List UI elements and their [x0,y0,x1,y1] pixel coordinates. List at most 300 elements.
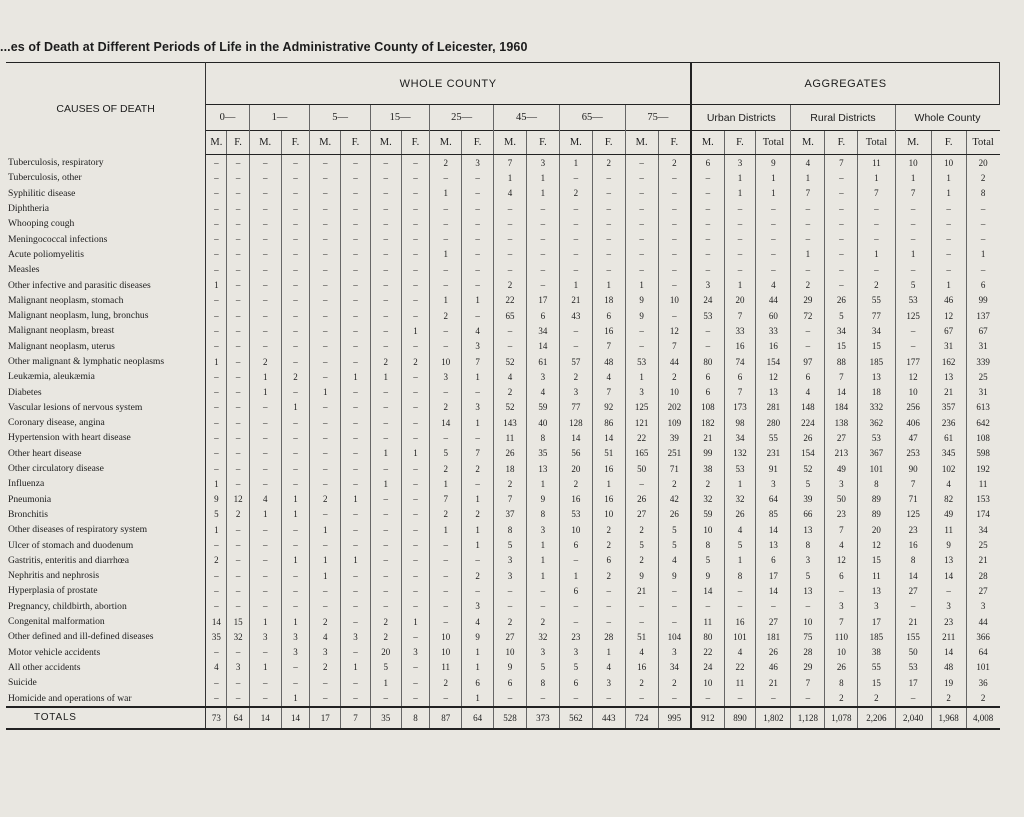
table-cell: – [494,262,527,277]
table-cell: – [249,675,281,690]
age-group-header: 65— [559,105,625,131]
table-cell: 406 [895,415,931,430]
table-cell: 50 [825,492,858,507]
table-cell: 1 [310,522,341,537]
table-cell: 3 [494,568,527,583]
table-cell: 53 [895,660,931,675]
table-cell: 5 [206,507,227,522]
table-row [6,430,1000,445]
table-cell: 138 [825,415,858,430]
age-group-header: 75— [625,105,691,131]
cause-label: Ulcer of stomach and duodenum [6,537,206,552]
table-cell: – [691,599,724,614]
table-cell: 26 [825,293,858,308]
table-cell: – [310,247,341,262]
table-cell: – [249,476,281,491]
table-cell: 49 [825,461,858,476]
table-cell: – [310,277,341,292]
table-cell: – [559,170,592,185]
table-cell: – [370,537,401,552]
table-cell: – [895,262,931,277]
table-cell: – [401,308,430,323]
table-cell: – [592,247,625,262]
table-cell: 13 [931,553,966,568]
table-cell: – [341,645,371,660]
table-cell: 6 [559,583,592,598]
table-cell: 7 [592,384,625,399]
table-cell: – [370,415,401,430]
table-cell: – [559,262,592,277]
table-cell: 1 [249,660,281,675]
table-cell: – [931,262,966,277]
table-cell: 16 [559,492,592,507]
table-cell: – [430,262,462,277]
table-cell: – [281,660,310,675]
table-cell: – [825,186,858,201]
table-cell: 1 [249,384,281,399]
table-cell: 4 [462,614,494,629]
total-cell: 8 [401,707,430,729]
table-cell: 1 [341,660,371,675]
table-cell: – [931,201,966,216]
cause-label: Nephritis and nephrosis [6,568,206,583]
table-cell: 6 [462,675,494,690]
table-cell: 71 [658,461,691,476]
table-row [6,614,1000,629]
table-cell: 4 [625,645,658,660]
table-cell: – [825,262,858,277]
table-cell: 1 [756,186,791,201]
table-cell: 14 [931,645,966,660]
cause-label: Syphilitic disease [6,186,206,201]
table-cell: 10 [430,629,462,644]
female-header: F. [526,131,559,155]
table-cell: 13 [858,369,895,384]
table-cell: 7 [462,446,494,461]
male-header: M. [895,131,931,155]
table-cell: 16 [724,614,756,629]
table-cell: – [206,690,227,706]
table-cell: 12 [825,553,858,568]
table-cell: – [310,599,341,614]
cause-label: Meningococcal infections [6,231,206,246]
table-cell: 5 [658,522,691,537]
table-cell: – [370,384,401,399]
table-cell: 48 [931,660,966,675]
female-header: F. [592,131,625,155]
table-cell: 23 [895,522,931,537]
table-cell: 12 [227,492,249,507]
table-cell: 61 [526,354,559,369]
table-cell: – [341,476,371,491]
table-cell: – [341,155,371,171]
table-cell: – [658,216,691,231]
table-row [6,170,1000,185]
totals-row [6,707,1000,729]
table-row [6,384,1000,399]
table-cell: 3 [281,645,310,660]
table-cell: – [430,553,462,568]
table-cell: 2 [310,660,341,675]
table-cell: 2 [592,522,625,537]
table-cell: 13 [791,583,825,598]
table-cell: 98 [724,415,756,430]
table-cell: 14 [691,583,724,598]
table-cell: – [227,155,249,171]
table-cell: – [430,170,462,185]
table-cell: – [227,354,249,369]
table-cell: 38 [691,461,724,476]
cause-label: Suicide [6,675,206,690]
table-cell: 109 [658,415,691,430]
table-cell: 137 [966,308,999,323]
table-cell: 14 [931,568,966,583]
table-cell: – [310,231,341,246]
table-row [6,216,1000,231]
total-header: Total [858,131,895,155]
table-cell: – [249,323,281,338]
table-cell: – [227,476,249,491]
causes-header: CAUSES OF DEATH [6,63,206,155]
table-cell: 1 [249,369,281,384]
table-cell: 1 [462,369,494,384]
table-cell: 24 [691,660,724,675]
table-cell: – [724,201,756,216]
table-cell: 2 [625,522,658,537]
male-header: M. [430,131,462,155]
table-cell: 2 [526,614,559,629]
table-cell: – [227,247,249,262]
table-cell: – [494,247,527,262]
table-cell: 5 [895,277,931,292]
table-row [6,675,1000,690]
table-cell: 1 [526,476,559,491]
table-cell: 43 [559,308,592,323]
table-cell: – [281,231,310,246]
table-cell: – [658,201,691,216]
table-cell: 14 [825,384,858,399]
table-cell: – [430,537,462,552]
table-cell: 1 [341,553,371,568]
table-cell: – [691,247,724,262]
table-cell: 4 [206,660,227,675]
district-header: Urban Districts [691,105,791,131]
table-cell: – [559,201,592,216]
table-cell: 33 [756,323,791,338]
table-cell: – [401,216,430,231]
table-cell: 5 [494,537,527,552]
table-cell: – [791,323,825,338]
table-cell: – [430,583,462,598]
table-cell: 3 [825,476,858,491]
table-cell: 125 [625,400,658,415]
table-cell: 2 [310,614,341,629]
table-cell: – [206,430,227,445]
table-cell: – [401,384,430,399]
female-header: F. [724,131,756,155]
table-cell: 3 [691,277,724,292]
table-cell: – [625,201,658,216]
table-cell: 7 [462,354,494,369]
table-cell: – [206,446,227,461]
table-cell: – [858,201,895,216]
table-cell: 1 [401,446,430,461]
table-cell: 20 [858,522,895,537]
table-cell: – [526,247,559,262]
table-cell: 55 [858,293,895,308]
table-cell: 59 [691,507,724,522]
cause-label: Other heart disease [6,446,206,461]
table-cell: – [341,170,371,185]
table-cell: 5 [825,308,858,323]
table-cell: 2 [592,537,625,552]
table-cell: 13 [858,583,895,598]
table-cell: 32 [691,492,724,507]
table-cell: 3 [526,522,559,537]
table-cell: – [858,216,895,231]
table-cell: – [658,186,691,201]
table-cell: – [825,231,858,246]
table-cell: – [401,583,430,598]
table-cell: – [281,170,310,185]
table-cell: – [227,216,249,231]
table-cell: – [310,446,341,461]
table-cell: – [462,231,494,246]
table-cell: 5 [724,537,756,552]
male-header: M. [310,131,341,155]
table-cell: 1 [724,553,756,568]
table-cell: – [658,599,691,614]
table-cell: – [281,293,310,308]
male-header: M. [791,131,825,155]
table-cell: 1 [430,186,462,201]
table-cell: 14 [526,339,559,354]
table-cell: – [401,690,430,706]
table-cell: – [494,323,527,338]
table-cell: 1 [281,553,310,568]
table-cell: – [895,216,931,231]
table-cell: 2 [462,507,494,522]
table-cell: 5 [791,476,825,491]
table-cell: 40 [526,415,559,430]
table-cell: – [401,675,430,690]
table-cell: – [494,339,527,354]
table-row [6,492,1000,507]
table-cell: 5 [430,446,462,461]
table-cell: – [370,170,401,185]
table-cell: 3 [526,645,559,660]
table-cell: 4 [462,323,494,338]
male-header: M. [249,131,281,155]
table-row [6,522,1000,537]
table-cell: 34 [825,323,858,338]
table-cell: 27 [494,629,527,644]
cause-label: Acute poliomyelitis [6,247,206,262]
total-cell: 443 [592,707,625,729]
table-cell: – [526,262,559,277]
table-row [6,690,1000,706]
table-cell: 3 [462,155,494,171]
table-cell: 613 [966,400,999,415]
table-cell: 57 [559,354,592,369]
table-cell: 1 [249,614,281,629]
table-cell: – [724,583,756,598]
table-cell: 8 [858,476,895,491]
table-row [6,629,1000,644]
total-cell: 17 [310,707,341,729]
table-cell: 26 [494,446,527,461]
table-cell: – [592,216,625,231]
table-cell: – [249,231,281,246]
table-cell: – [559,231,592,246]
table-cell: – [401,400,430,415]
table-cell: 1 [206,354,227,369]
table-cell: 108 [691,400,724,415]
table-cell: – [559,247,592,262]
table-cell: – [370,568,401,583]
total-header: Total [756,131,791,155]
table-cell: – [206,247,227,262]
table-cell: – [691,201,724,216]
total-cell: 35 [370,707,401,729]
table-cell: 53 [691,308,724,323]
table-cell: 82 [931,492,966,507]
table-cell: – [370,430,401,445]
table-cell: 125 [895,507,931,522]
table-cell: 15 [858,339,895,354]
table-cell: – [895,201,931,216]
table-cell: 1 [281,507,310,522]
cause-label: Vascular lesions of nervous system [6,400,206,415]
table-cell: 165 [625,446,658,461]
table-row [6,415,1000,430]
table-cell: 1 [370,675,401,690]
table-cell: – [206,293,227,308]
table-cell: 4 [791,384,825,399]
table-cell: – [227,645,249,660]
table-cell: 3 [281,629,310,644]
table-cell: 97 [791,354,825,369]
table-cell: – [341,186,371,201]
table-cell: 598 [966,446,999,461]
cause-label: Malignant neoplasm, stomach [6,293,206,308]
table-cell: 7 [825,522,858,537]
table-cell: – [559,339,592,354]
table-cell: – [281,262,310,277]
table-cell: 154 [791,446,825,461]
table-cell: – [281,384,310,399]
table-cell: 15 [858,553,895,568]
table-cell: 5 [691,553,724,568]
table-row [6,339,1000,354]
table-cell: 1 [724,186,756,201]
table-cell: 34 [858,323,895,338]
total-header: Total [966,131,999,155]
table-cell: – [526,216,559,231]
table-cell: 3 [462,339,494,354]
table-cell: – [825,583,858,598]
table-cell: 3 [462,400,494,415]
table-cell: – [249,446,281,461]
table-cell: – [249,277,281,292]
table-cell: – [206,415,227,430]
table-cell: 1 [559,277,592,292]
table-cell: 18 [592,293,625,308]
table-cell: 1 [310,553,341,568]
table-cell: 65 [494,308,527,323]
table-cell: 1 [281,400,310,415]
table-cell: – [249,430,281,445]
table-cell: 91 [756,461,791,476]
table-cell: – [462,170,494,185]
table-cell: 77 [559,400,592,415]
table-cell: 10 [559,522,592,537]
age-group-header: 5— [310,105,371,131]
table-cell: – [401,461,430,476]
table-cell: 10 [430,645,462,660]
table-cell: 23 [559,629,592,644]
table-cell: – [206,537,227,552]
table-cell: 64 [756,492,791,507]
table-cell: – [370,155,401,171]
table-row [6,400,1000,415]
cause-label: Other infective and parasitic diseases [6,277,206,292]
table-cell: 26 [658,507,691,522]
table-cell: 23 [825,507,858,522]
table-cell: – [227,369,249,384]
table-cell: 7 [895,476,931,491]
table-cell: – [370,461,401,476]
table-cell: 1 [430,476,462,491]
table-cell: – [592,599,625,614]
table-cell: 251 [658,446,691,461]
total-cell: 528 [494,707,527,729]
table-cell: 53 [625,354,658,369]
table-row [6,583,1000,598]
table-cell: 1 [895,170,931,185]
table-cell: 1 [592,645,625,660]
table-cell: 101 [724,629,756,644]
table-cell: – [249,599,281,614]
table-cell: – [724,216,756,231]
table-cell: – [592,201,625,216]
table-cell: 8 [966,186,999,201]
table-cell: 10 [658,293,691,308]
table-row [6,277,1000,292]
table-cell: – [281,216,310,231]
table-row [6,507,1000,522]
table-cell: 6 [526,308,559,323]
total-cell: 562 [559,707,592,729]
table-cell: 7 [658,339,691,354]
table-cell: 1 [281,492,310,507]
table-cell: 13 [931,369,966,384]
table-cell: – [494,201,527,216]
total-cell: 1,802 [756,707,791,729]
table-cell: – [370,583,401,598]
table-cell: 5 [658,537,691,552]
table-cell: 1 [625,277,658,292]
table-cell: 101 [858,461,895,476]
table-cell: – [401,430,430,445]
table-cell: 2 [430,507,462,522]
table-cell: 10 [691,675,724,690]
table-cell: 27 [895,583,931,598]
female-header: F. [462,131,494,155]
table-cell: – [625,231,658,246]
table-cell: – [370,507,401,522]
table-cell: – [227,384,249,399]
